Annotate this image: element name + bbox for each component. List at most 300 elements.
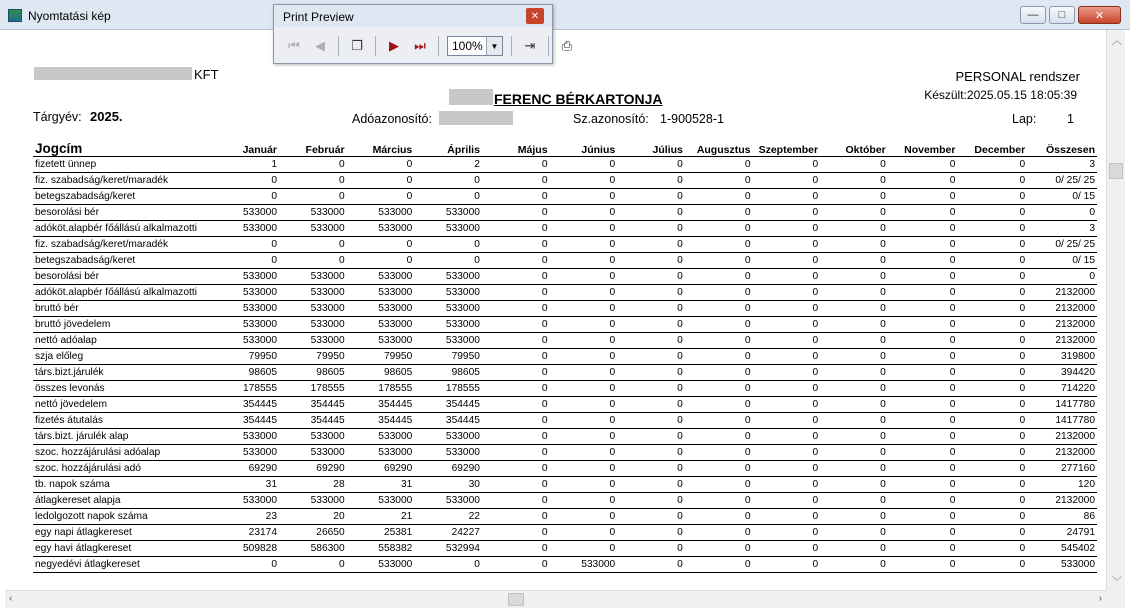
table-cell: 533000 [347, 444, 415, 460]
table-cell: 2132000 [1027, 444, 1097, 460]
table-cell: 533000 [347, 300, 415, 316]
table-cell: 533000 [209, 316, 279, 332]
table-cell: 0 [752, 380, 820, 396]
table-cell: 0 [820, 556, 888, 572]
table-cell: 0 [820, 220, 888, 236]
next-page-icon[interactable]: ▶ [389, 38, 399, 53]
scroll-right-icon[interactable]: › [1098, 593, 1102, 604]
table-cell: 0 [685, 412, 753, 428]
table-cell: 0 [752, 268, 820, 284]
scroll-left-icon[interactable]: ‹ [9, 593, 13, 604]
table-cell: 0 [685, 204, 753, 220]
tax-id-redacted [439, 111, 513, 125]
table-row [33, 252, 1097, 268]
table-cell: 0 [752, 204, 820, 220]
table-cell: 0 [482, 524, 550, 540]
table-cell: 533000 [279, 428, 347, 444]
row-label: negyedévi átlagkereset [33, 556, 209, 572]
table-cell: 0 [685, 508, 753, 524]
table-cell: 0 [482, 332, 550, 348]
first-page-icon[interactable]: ⏮ [288, 38, 300, 53]
table-cell: 0 [414, 172, 482, 188]
table-cell: 0 [617, 428, 685, 444]
table-cell: 354445 [209, 396, 279, 412]
table-cell: 0 [617, 476, 685, 492]
table-cell: 533000 [279, 316, 347, 332]
row-label: besorolási bér [33, 204, 209, 220]
table-cell: 0 [685, 156, 753, 172]
table-cell: 0 [752, 396, 820, 412]
table-cell: 533000 [279, 268, 347, 284]
sz-id-value: 1-900528-1 [660, 112, 724, 126]
table-cell: 0 [820, 204, 888, 220]
table-cell: 533000 [209, 284, 279, 300]
table-cell: 533000 [209, 332, 279, 348]
table-cell: 2132000 [1027, 316, 1097, 332]
table-cell: 0 [820, 332, 888, 348]
table-cell: 0 [482, 444, 550, 460]
table-cell: 0 [685, 316, 753, 332]
table-cell: 1 [209, 156, 279, 172]
table-body [33, 156, 1097, 572]
row-label: egy napi átlagkereset [33, 524, 209, 540]
table-cell: 1417780 [1027, 412, 1097, 428]
table-cell: 0 [820, 236, 888, 252]
table-cell: 0 [820, 492, 888, 508]
table-cell: 0 [550, 156, 618, 172]
table-cell: 0 [550, 524, 618, 540]
table-row [33, 556, 1097, 572]
table-cell: 79950 [414, 348, 482, 364]
table-cell: 0 [752, 444, 820, 460]
table-cell: 0 [957, 428, 1027, 444]
table-cell: 0 [685, 172, 753, 188]
table-cell: 21 [347, 508, 415, 524]
table-cell: 0 [752, 428, 820, 444]
table-header-row [33, 140, 1097, 156]
table-cell: 0 [482, 428, 550, 444]
table-cell: 0 [685, 476, 753, 492]
scroll-down-icon[interactable]: ﹀ [1112, 577, 1122, 588]
table-cell: 79950 [347, 348, 415, 364]
table-cell: 0 [957, 204, 1027, 220]
column-header: Július [617, 140, 685, 156]
table-cell: 394420 [1027, 364, 1097, 380]
table-cell: 0 [209, 556, 279, 572]
table-cell: 0 [414, 556, 482, 572]
table-cell: 2132000 [1027, 332, 1097, 348]
table-cell: 533000 [550, 556, 618, 572]
multi-page-icon[interactable]: ❐ [351, 38, 363, 53]
table-cell: 0 [617, 492, 685, 508]
table-cell: 0 [957, 492, 1027, 508]
table-cell: 0 [550, 444, 618, 460]
table-cell: 0 [820, 268, 888, 284]
table-cell: 354445 [347, 412, 415, 428]
salary-table [33, 140, 1097, 573]
table-cell: 0 [820, 508, 888, 524]
table-cell: 0 [617, 204, 685, 220]
system-name: PERSONAL rendszer [955, 69, 1080, 84]
table-cell: 0 [888, 508, 958, 524]
table-cell: 533000 [209, 428, 279, 444]
table-cell: 98605 [279, 364, 347, 380]
table-cell: 0 [752, 156, 820, 172]
table-cell: 0 [957, 524, 1027, 540]
table-cell: 0 [957, 172, 1027, 188]
table-cell: 0 [482, 396, 550, 412]
table-cell: 0 [279, 236, 347, 252]
table-cell: 69290 [279, 460, 347, 476]
table-cell: 586300 [279, 540, 347, 556]
created-timestamp: Készült:2025.05.15 18:05:39 [924, 88, 1077, 102]
table-cell: 120 [1027, 476, 1097, 492]
exit-door-icon[interactable]: ⇥ [524, 38, 536, 53]
table-cell: 0 [347, 236, 415, 252]
table-cell: 0 [888, 556, 958, 572]
row-label: adóköt.alapbér főállású alkalmazotti [33, 220, 209, 236]
table-cell: 533000 [209, 204, 279, 220]
table-cell: 0 [617, 220, 685, 236]
table-cell: 0 [752, 316, 820, 332]
column-header: Összesen [1027, 140, 1097, 156]
table-cell: 0 [414, 252, 482, 268]
table-cell: 533000 [279, 204, 347, 220]
table-cell: 0 [820, 428, 888, 444]
table-cell: 0 [957, 284, 1027, 300]
print-preview-close-button[interactable]: ✕ [526, 8, 544, 24]
table-cell: 0 [550, 172, 618, 188]
table-cell: 533000 [347, 268, 415, 284]
table-cell: 2132000 [1027, 300, 1097, 316]
toolbar-separator [548, 36, 549, 56]
table-cell: 0 [685, 332, 753, 348]
column-header: December [957, 140, 1027, 156]
table-cell: 22 [414, 508, 482, 524]
table-cell: 0 [617, 524, 685, 540]
row-label: szoc. hozzájárulási adó [33, 460, 209, 476]
row-label: fizetett ünnep [33, 156, 209, 172]
horizontal-scroll-thumb[interactable] [508, 593, 524, 606]
table-cell: 0 [820, 252, 888, 268]
table-row [33, 220, 1097, 236]
table-row [33, 332, 1097, 348]
horizontal-scrollbar[interactable] [5, 590, 1106, 608]
table-cell: 533000 [279, 444, 347, 460]
table-cell: 0 [888, 412, 958, 428]
table-cell: 2132000 [1027, 492, 1097, 508]
table-cell: 0 [482, 316, 550, 332]
minimize-button[interactable]: — [1020, 6, 1046, 24]
table-cell: 0 [550, 492, 618, 508]
table-cell: 0 [957, 316, 1027, 332]
table-cell: 0 [957, 252, 1027, 268]
table-cell: 2132000 [1027, 428, 1097, 444]
table-cell: 0 [957, 300, 1027, 316]
sz-id-label: Sz.azonosító: [573, 112, 649, 126]
table-cell: 24227 [414, 524, 482, 540]
table-cell: 0 [279, 556, 347, 572]
table-cell: 0 [888, 220, 958, 236]
table-cell: 533000 [1027, 556, 1097, 572]
table-cell: 0 [1027, 204, 1097, 220]
table-cell: 354445 [279, 412, 347, 428]
table-cell: 0 [888, 396, 958, 412]
table-cell: 0 [752, 172, 820, 188]
table-cell: 0 [685, 188, 753, 204]
table-cell: 23174 [209, 524, 279, 540]
table-cell: 178555 [414, 380, 482, 396]
table-cell: 0 [888, 172, 958, 188]
table-cell: 0 [550, 188, 618, 204]
table-cell: 0 [820, 412, 888, 428]
scrollbar-corner [1106, 590, 1125, 608]
table-cell: 0 [752, 300, 820, 316]
table-cell: 533000 [414, 444, 482, 460]
row-label: besorolási bér [33, 268, 209, 284]
table-cell: 354445 [347, 396, 415, 412]
row-label: társ.bizt.járulék [33, 364, 209, 380]
toolbar-separator [375, 36, 376, 56]
table-cell: 0 [414, 188, 482, 204]
table-cell: 0 [347, 188, 415, 204]
table-cell: 0 [617, 396, 685, 412]
table-cell: 545402 [1027, 540, 1097, 556]
table-cell: 178555 [209, 380, 279, 396]
table-cell: 0 [550, 284, 618, 300]
table-cell: 0 [888, 188, 958, 204]
table-cell: 0 [957, 396, 1027, 412]
table-row [33, 204, 1097, 220]
table-row [33, 412, 1097, 428]
table-cell: 0 [550, 412, 618, 428]
table-cell: 0 [550, 220, 618, 236]
table-cell: 0 [685, 364, 753, 380]
table-cell: 79950 [209, 348, 279, 364]
table-cell: 0 [888, 236, 958, 252]
page-number: 1 [1067, 112, 1074, 126]
close-button[interactable]: ✕ [1078, 6, 1121, 24]
report-page [5, 30, 1105, 590]
row-label: nettó adóalap [33, 332, 209, 348]
table-cell: 558382 [347, 540, 415, 556]
table-cell: 0 [820, 284, 888, 300]
column-header: Október [820, 140, 888, 156]
table-cell: 0 [888, 348, 958, 364]
table-cell: 0 [617, 156, 685, 172]
table-cell: 2132000 [1027, 284, 1097, 300]
column-header: Augusztus [685, 140, 753, 156]
previous-page-icon[interactable]: ◀ [315, 38, 325, 53]
last-page-icon[interactable]: ⏭ [414, 38, 426, 53]
table-cell: 0 [820, 524, 888, 540]
table-row [33, 444, 1097, 460]
table-cell: 0 [957, 236, 1027, 252]
table-cell: 0 [820, 156, 888, 172]
table-cell: 98605 [414, 364, 482, 380]
table-cell: 0 [888, 156, 958, 172]
table-cell: 0 [957, 444, 1027, 460]
table-cell: 0 [617, 284, 685, 300]
vertical-scroll-thumb[interactable] [1109, 163, 1123, 179]
window-controls [1020, 6, 1121, 24]
table-cell: 0 [685, 460, 753, 476]
table-cell: 0 [888, 204, 958, 220]
table-cell: 0 [347, 172, 415, 188]
table-cell: 0 [752, 348, 820, 364]
table-cell: 98605 [209, 364, 279, 380]
table-cell: 0 [957, 268, 1027, 284]
table-cell: 26650 [279, 524, 347, 540]
table-row [33, 540, 1097, 556]
table-cell: 533000 [209, 444, 279, 460]
table-cell: 0 [957, 380, 1027, 396]
table-cell: 0 [617, 348, 685, 364]
table-cell: 0 [279, 172, 347, 188]
table-cell: 0 [888, 492, 958, 508]
table-row [33, 396, 1097, 412]
table-cell: 0 [820, 316, 888, 332]
scroll-up-icon[interactable]: ︿ [1112, 36, 1122, 47]
table-cell: 0 [550, 300, 618, 316]
table-cell: 20 [279, 508, 347, 524]
vertical-scrollbar[interactable] [1106, 30, 1125, 590]
table-row [33, 476, 1097, 492]
table-row [33, 188, 1097, 204]
table-cell: 0 [752, 492, 820, 508]
column-header: Március [347, 140, 415, 156]
table-row [33, 156, 1097, 172]
table-cell: 533000 [209, 268, 279, 284]
table-cell: 0 [888, 364, 958, 380]
chevron-down-icon[interactable]: ▼ [486, 37, 502, 55]
table-cell: 0 [957, 476, 1027, 492]
table-cell: 0 [685, 428, 753, 444]
table-cell: 0 [957, 556, 1027, 572]
table-cell: 0 [617, 540, 685, 556]
table-cell: 533000 [414, 220, 482, 236]
table-cell: 0 [617, 268, 685, 284]
table-row [33, 268, 1097, 284]
table-cell: 0 [752, 556, 820, 572]
table-cell: 0 [888, 476, 958, 492]
table-cell: 0 [685, 268, 753, 284]
row-label: bruttó bér [33, 300, 209, 316]
table-cell: 0 [617, 332, 685, 348]
table-cell: 0 [957, 508, 1027, 524]
table-row [33, 428, 1097, 444]
table-cell: 0 [482, 188, 550, 204]
maximize-button[interactable]: □ [1049, 6, 1075, 24]
table-cell: 0 [617, 316, 685, 332]
table-cell: 0 [957, 220, 1027, 236]
table-cell: 178555 [347, 380, 415, 396]
table-cell: 3 [1027, 220, 1097, 236]
table-cell: 0 [888, 268, 958, 284]
table-cell: 0 [888, 300, 958, 316]
table-cell: 509828 [209, 540, 279, 556]
table-cell: 0 [482, 492, 550, 508]
table-cell: 0 [209, 252, 279, 268]
table-cell: 0 [820, 348, 888, 364]
table-cell: 0 [820, 300, 888, 316]
table-cell: 0 [685, 492, 753, 508]
table-cell: 0 [685, 284, 753, 300]
table-cell: 79950 [279, 348, 347, 364]
table-cell: 0 [957, 540, 1027, 556]
print-preview-toolbar [273, 4, 573, 64]
table-cell: 0 [482, 380, 550, 396]
table-cell: 0 [820, 364, 888, 380]
table-cell: 533000 [414, 268, 482, 284]
table-cell: 0 [820, 172, 888, 188]
table-cell: 0 [482, 172, 550, 188]
table-cell: 533000 [414, 316, 482, 332]
table-cell: 0 [482, 348, 550, 364]
table-cell: 0 [482, 268, 550, 284]
employee-name-redacted [449, 89, 493, 105]
table-cell: 0 [820, 444, 888, 460]
table-cell: 0 [685, 252, 753, 268]
table-cell: 533000 [414, 300, 482, 316]
table-cell: 24791 [1027, 524, 1097, 540]
printer-icon[interactable]: ⎙ [561, 38, 573, 53]
zoom-value: 100% [452, 39, 483, 53]
table-cell: 0 [888, 524, 958, 540]
table-cell: 532994 [414, 540, 482, 556]
table-cell: 0 [685, 236, 753, 252]
table-cell: 0 [617, 236, 685, 252]
table-cell: 533000 [347, 492, 415, 508]
table-cell: 533000 [414, 492, 482, 508]
table-cell: 0 [482, 204, 550, 220]
table-cell: 533000 [347, 332, 415, 348]
table-cell: 0 [820, 188, 888, 204]
table-cell: 533000 [347, 556, 415, 572]
table-cell: 533000 [414, 332, 482, 348]
row-label: fiz. szabadság/keret/maradék [33, 236, 209, 252]
table-cell: 0 [888, 380, 958, 396]
table-cell: 0 [482, 300, 550, 316]
table-cell: 0 [888, 252, 958, 268]
table-cell: 0 [279, 252, 347, 268]
table-cell: 0 [685, 380, 753, 396]
table-cell: 1417780 [1027, 396, 1097, 412]
table-cell: 0 [685, 444, 753, 460]
report-title: FERENC BÉRKARTONJA [494, 91, 663, 107]
table-row [33, 508, 1097, 524]
table-cell: 0 [752, 524, 820, 540]
table-cell: 0 [888, 444, 958, 460]
table-cell: 0 [888, 284, 958, 300]
table-cell: 0 [685, 300, 753, 316]
table-row [33, 316, 1097, 332]
table-cell: 0 [957, 364, 1027, 380]
table-cell: 0/ 25/ 25 [1027, 236, 1097, 252]
zoom-select[interactable] [447, 36, 503, 56]
table-cell: 0 [820, 380, 888, 396]
table-cell: 0 [820, 476, 888, 492]
table-cell: 0 [685, 396, 753, 412]
table-cell: 0 [752, 364, 820, 380]
table-cell: 533000 [347, 204, 415, 220]
table-cell: 0 [752, 476, 820, 492]
table-cell: 0 [617, 508, 685, 524]
table-cell: 714220 [1027, 380, 1097, 396]
table-cell: 0 [550, 428, 618, 444]
table-cell: 0 [347, 156, 415, 172]
table-cell: 0 [482, 220, 550, 236]
